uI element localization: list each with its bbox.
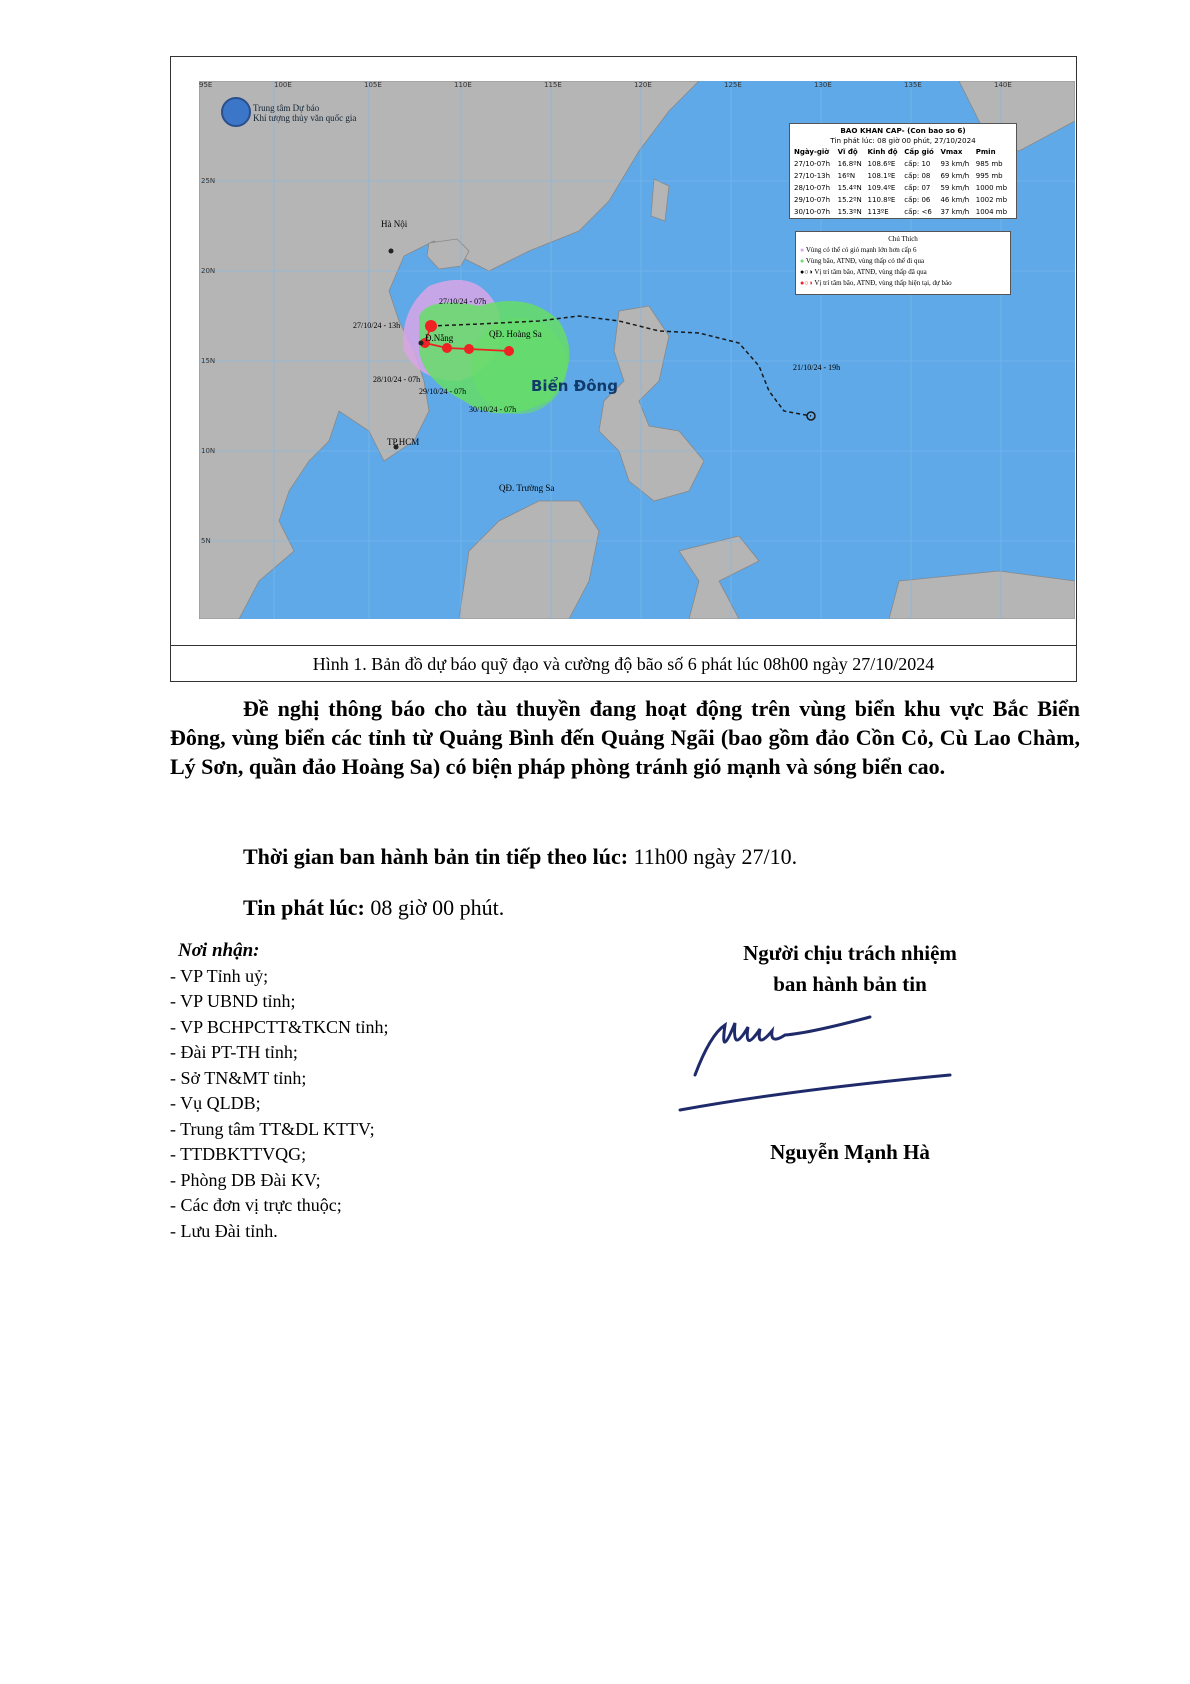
pink-dot-icon: ● xyxy=(800,246,805,254)
label-hanoi: Hà Nội xyxy=(381,219,408,229)
agency-logo xyxy=(221,97,251,127)
tick: 100E xyxy=(274,81,292,89)
legend-item xyxy=(800,278,1006,289)
handwritten-signature xyxy=(670,1005,970,1130)
forecast-figure xyxy=(170,56,1077,682)
list-item: - Đài PT-TH tỉnh; xyxy=(170,1042,298,1062)
tick: 15N xyxy=(201,357,216,365)
cell: 37 km/h xyxy=(940,208,970,216)
cell: 985 mb xyxy=(975,160,1003,168)
label-time-2: 27/10/24 - 13h xyxy=(353,321,401,330)
cell: cấp: 06 xyxy=(904,196,931,204)
list-item: - VP UBND tỉnh; xyxy=(170,991,296,1011)
cell: 69 km/h xyxy=(940,172,970,180)
list-item: - TTDBKTTVQG; xyxy=(170,1144,307,1164)
cell: 15.3ºN xyxy=(837,208,862,216)
cell: cấp: 08 xyxy=(904,172,931,180)
tick: 105E xyxy=(364,81,382,89)
green-dot-icon: ● xyxy=(800,257,805,265)
list-item: - Các đơn vị trực thuộc; xyxy=(170,1195,342,1215)
agency-name-2: Khí tượng thủy văn quốc gia xyxy=(253,113,357,123)
cell: 16ºN xyxy=(837,172,856,180)
table-header xyxy=(793,146,1013,158)
cell: 15.4ºN xyxy=(837,184,862,192)
label-time-4: 29/10/24 - 07h xyxy=(419,387,467,396)
cell: 1000 mb xyxy=(975,184,1008,192)
header-cell: Vmax xyxy=(940,148,963,156)
cell: 59 km/h xyxy=(940,184,970,192)
label-time-5: 30/10/24 - 07h xyxy=(469,405,517,414)
label-time-1: 27/10/24 - 07h xyxy=(439,297,487,306)
next-bulletin-value: 11h00 ngày 27/10. xyxy=(628,844,798,869)
storm-table xyxy=(793,146,1013,218)
legend-label: Vị trí tâm bão, ATNĐ, vùng thấp hiện tại, dự báo xyxy=(814,279,952,287)
cell: 113ºE xyxy=(867,208,889,216)
cell: 995 mb xyxy=(975,172,1003,180)
table-row xyxy=(793,170,1013,182)
issued-line xyxy=(170,893,1153,922)
tick: 125E xyxy=(724,81,742,89)
list-item: - VP BCHPCTT&TKCN tỉnh; xyxy=(170,1016,389,1037)
cell: 28/10-07h xyxy=(794,184,831,192)
header-cell: Vĩ độ xyxy=(837,148,858,156)
red-storm-icon: ●○◑ xyxy=(800,279,813,287)
tick: 10N xyxy=(201,447,216,455)
black-storm-icon: ●○◑ xyxy=(800,268,813,276)
legend-item xyxy=(800,267,1006,278)
lon-ticks-top xyxy=(199,81,1075,91)
label-time-3: 28/10/24 - 07h xyxy=(373,375,421,384)
list-item: - VP Tỉnh uỷ; xyxy=(170,965,269,986)
tick: 5N xyxy=(201,537,211,545)
cell: 1004 mb xyxy=(975,208,1008,216)
next-bulletin-line xyxy=(170,842,1153,871)
list-item: - Trung tâm TT&DL KTTV; xyxy=(170,1118,375,1139)
agency-name-1: Trung tâm Dự báo xyxy=(253,103,320,113)
tick: 95E xyxy=(199,81,213,89)
label-truongsa: QĐ. Trường Sa xyxy=(499,483,555,493)
label-time-6: 21/10/24 - 19h xyxy=(793,363,841,372)
issued-label: Tin phát lúc: xyxy=(243,895,365,920)
table-row xyxy=(793,194,1013,206)
table-row xyxy=(793,182,1013,194)
cell: 110.8ºE xyxy=(867,196,896,204)
header-cell: Pmin xyxy=(975,148,996,156)
cell: 27/10-07h xyxy=(794,160,831,168)
list-item: - Sở TN&MT tỉnh; xyxy=(170,1067,307,1088)
signature-heading xyxy=(650,938,1050,1000)
storm-info-box xyxy=(789,123,1017,219)
recipients-title: Nơi nhận: xyxy=(178,940,260,961)
header-cell: Kinh độ xyxy=(867,148,898,156)
legend-label: Vùng bão, ATNĐ, vùng thấp có thể đi qua xyxy=(805,257,925,265)
label-danang: Đ.Nẵng xyxy=(425,333,454,343)
info-title: BAO KHAN CAP- (Con bao so 6) xyxy=(840,126,966,135)
legend-item xyxy=(800,245,1006,256)
recipients-list xyxy=(170,938,389,1244)
label-biendong: Biển Đông xyxy=(531,377,618,395)
legend-label: Vùng có thể có gió mạnh lớn hơn cấp 6 xyxy=(805,246,917,254)
lat-ticks-left xyxy=(199,81,219,619)
list-item: - Vụ QLDB; xyxy=(170,1093,261,1113)
tick: 110E xyxy=(454,81,472,89)
responsible-subtitle: ban hành bản tin xyxy=(773,972,927,996)
tick: 25N xyxy=(201,177,216,185)
legend-label: Vị trí tâm bão, ATNĐ, vùng thấp đã qua xyxy=(814,268,927,276)
table-row xyxy=(793,206,1013,218)
info-subtitle: Tin phát lúc: 08 giờ 00 phút, 27/10/2024 xyxy=(830,136,976,145)
legend-title: Chú Thích xyxy=(888,235,918,243)
warning-paragraph: Đề nghị thông báo cho tàu thuyền đang hoạt động trên vùng biển khu vực Bắc Biển Đông, vùng biển các tỉnh từ Quảng Bình đến Quảng Ngãi (bao gồm đảo Cồn Cỏ, Cù Lao Chàm, Lý Sơn, quần đảo Hoàng Sa) có biện pháp phòng tránh gió mạnh và sóng biển cao. xyxy=(170,696,1080,779)
tick: 135E xyxy=(904,81,922,89)
tick: 20N xyxy=(201,267,216,275)
cell: 108.1ºE xyxy=(867,172,896,180)
cell: 15.2ºN xyxy=(837,196,862,204)
cell: 30/10-07h xyxy=(794,208,831,216)
legend-item xyxy=(800,256,1006,267)
cell: cấp: 10 xyxy=(904,160,931,168)
header-cell: Ngày-giờ xyxy=(794,148,830,156)
cell: 109.4ºE xyxy=(867,184,896,192)
label-hcm: TP.HCM xyxy=(387,437,420,447)
cell: 46 km/h xyxy=(940,196,970,204)
label-hoangsa: QĐ. Hoàng Sa xyxy=(489,329,542,339)
current-position xyxy=(425,320,437,332)
cell: 108.6ºE xyxy=(867,160,896,168)
cell: 1002 mb xyxy=(975,196,1008,204)
agency-emblem-icon xyxy=(221,97,251,127)
tick: 130E xyxy=(814,81,832,89)
tick: 140E xyxy=(994,81,1012,89)
cell: 29/10-07h xyxy=(794,196,831,204)
tick: 115E xyxy=(544,81,562,89)
tick: 120E xyxy=(634,81,652,89)
header-cell: Cấp gió xyxy=(904,148,934,156)
list-item: - Lưu Đài tỉnh. xyxy=(170,1220,278,1241)
issued-value: 08 giờ 00 phút. xyxy=(364,895,505,920)
figure-caption: Hình 1. Bản đồ dự báo quỹ đạo và cường độ bão số 6 phát lúc 08h00 ngày 27/10/2024 xyxy=(171,645,1076,682)
cell: 27/10-13h xyxy=(794,172,831,180)
signer-name: Nguyễn Mạnh Hà xyxy=(770,1140,930,1164)
cell: 16.8ºN xyxy=(837,160,862,168)
cell: cấp: <6 xyxy=(904,208,932,216)
next-bulletin-label: Thời gian ban hành bản tin tiếp theo lúc: xyxy=(243,844,629,869)
table-row xyxy=(793,158,1013,170)
cell: 93 km/h xyxy=(940,160,970,168)
list-item: - Phòng DB Đài KV; xyxy=(170,1169,321,1190)
storm-map xyxy=(199,81,1075,619)
map-legend xyxy=(795,231,1011,295)
responsible-title: Người chịu trách nhiệm xyxy=(743,941,957,965)
cell: cấp: 07 xyxy=(904,184,931,192)
